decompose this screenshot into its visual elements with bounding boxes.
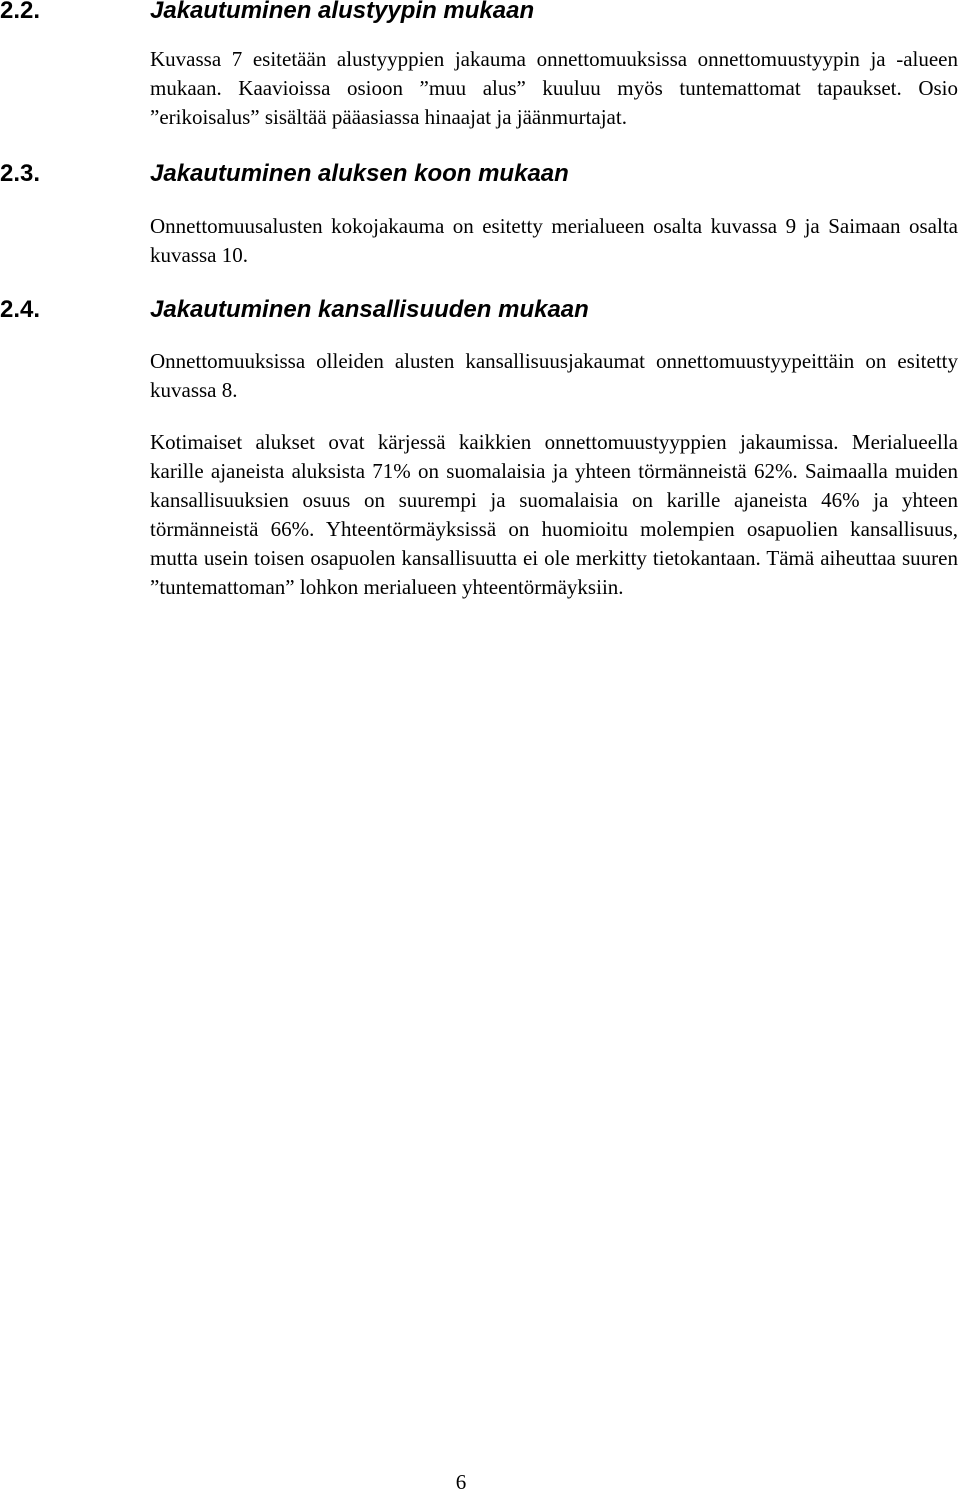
section-number: 2.4. (0, 296, 41, 323)
section-heading-2-3 (0, 160, 569, 188)
body-paragraph: Onnettomuusalusten kokojakauma on esitetty merialueen osalta kuvassa 9 ja Saimaan osalta kuvassa 10. (150, 214, 958, 267)
section-heading-2-4 (0, 296, 589, 324)
section-title: Jakautuminen kansallisuuden mukaan (150, 296, 589, 323)
section-title: Jakautuminen alustyypin mukaan (150, 0, 535, 24)
body-paragraph: Onnettomuuksissa olleiden alusten kansallisuusjakaumat onnettomuustyypeittäin on esitetty kuvassa 8. (150, 349, 958, 402)
page-number: 6 (455, 1470, 467, 1494)
section-number: 2.2. (0, 0, 41, 24)
section-heading-2-2 (0, 0, 534, 25)
section-number: 2.3. (0, 160, 41, 187)
body-paragraph: Kuvassa 7 esitetään alustyyppien jakauma onnettomuuksissa onnettomuustyypin ja -alueen mukaan. Kaavioissa osioon ”muu alus” kuuluu myös tuntemattomat tapaukset. Osio ”erikoisalus” sisältää pääasiassa hinaajat ja jäänmurtajat. (150, 47, 958, 129)
section-title: Jakautuminen aluksen koon mukaan (150, 160, 569, 187)
body-paragraph: Kotimaiset alukset ovat kärjessä kaikkien onnettomuustyyppien jakaumissa. Merialueella karille ajaneista aluksista 71% on suomalaisia ja yhteen törmänneistä 62%. Saimaalla muiden kansallisuuksien osuus on suurempi ja suomalaisia on karille ajaneista 46% ja yhteen törmänneistä 66%. Yhteentörmäyksissä on huomioitu molempien osapuolien kansallisuus, mutta usein toisen osapuolen kansallisuutta ei ole merkitty tietokantaan. Tämä aiheuttaa suuren ”tuntemattoman” lohkon merialueen yhteentörmäyksiin. (150, 430, 958, 599)
